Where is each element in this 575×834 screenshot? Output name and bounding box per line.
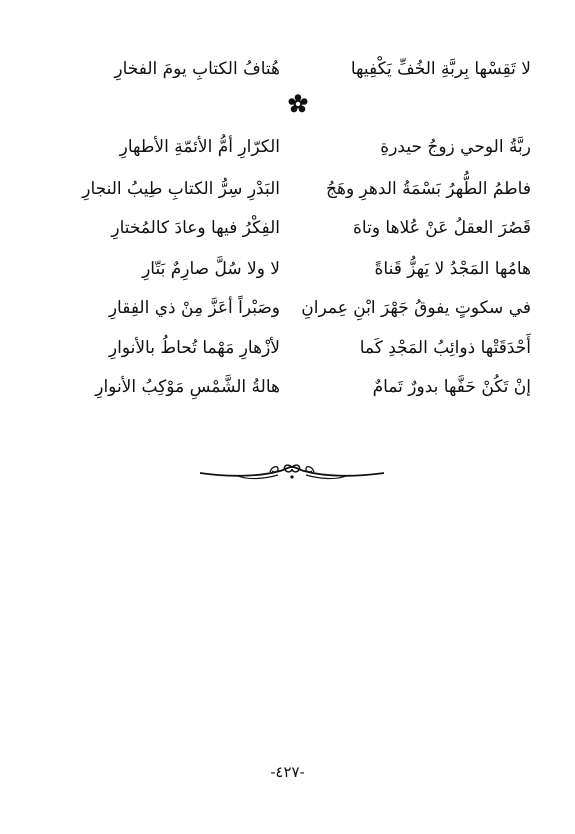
verse-2-second-hemistich: البَدْرِ سِرُّ الكتابِ طِيبُ النجارِ — [82, 179, 280, 199]
verse-1-first-hemistich: ربَّةُ الوحي زوجُ حيدرةِ — [380, 137, 531, 157]
verse-3-first-hemistich: قَصُرَ العقلُ عَنْ عُلاها وتاهَ — [353, 218, 531, 238]
header-verse-first-hemistich: لا تَقِسْها بِربَّةِ الخُفِّ يَكْفِيها — [350, 59, 531, 79]
verse-2-first-hemistich: فاطمُ الطُّهرُ بَسْمَةُ الدهرِ وهَجُ — [326, 179, 531, 199]
verse-5-second-hemistich: وصَبْراً أعَزَّ مِنْ ذي الفِقارِ — [108, 298, 280, 318]
header-verse-second-hemistich: هُتافُ الكتابِ يومَ الفخارِ — [114, 59, 280, 79]
verse-1-second-hemistich: الكرّارِ أمُّ الأئمّةِ الأطهارِ — [119, 137, 280, 157]
flower-ornament-icon — [287, 93, 309, 115]
verse-5-first-hemistich: في سكوتٍ يفوقُ جَهْرَ ابْنِ عِمرانِ — [301, 298, 531, 318]
verse-7-first-hemistich: إنْ تَكُنْ حَفَّها بدورٌ تَمامٌ — [372, 377, 531, 397]
verse-7-second-hemistich: هالةُ الشَّمْسِ مَوْكِبُ الأنوارِ — [95, 377, 280, 397]
page-number: -٤٢٧- — [270, 763, 305, 781]
verse-4-second-hemistich: لا ولا سُلَّ صارِمٌ بَتّارِ — [142, 259, 280, 279]
verse-6-first-hemistich: أَحْدَقَتْها ذوائِبُ المَجْدِ كَما — [359, 338, 531, 358]
verse-3-second-hemistich: الفِكْرُ فيها وعادَ كالمُختارِ — [111, 218, 280, 238]
verse-4-first-hemistich: هامُها المَجْدُ لا يَهزُّ قَناةً — [374, 259, 531, 279]
ornamental-divider — [198, 458, 386, 486]
verse-6-second-hemistich: لأزْهارِ مَهْما تُحاطُ بالأنوارِ — [108, 338, 280, 358]
